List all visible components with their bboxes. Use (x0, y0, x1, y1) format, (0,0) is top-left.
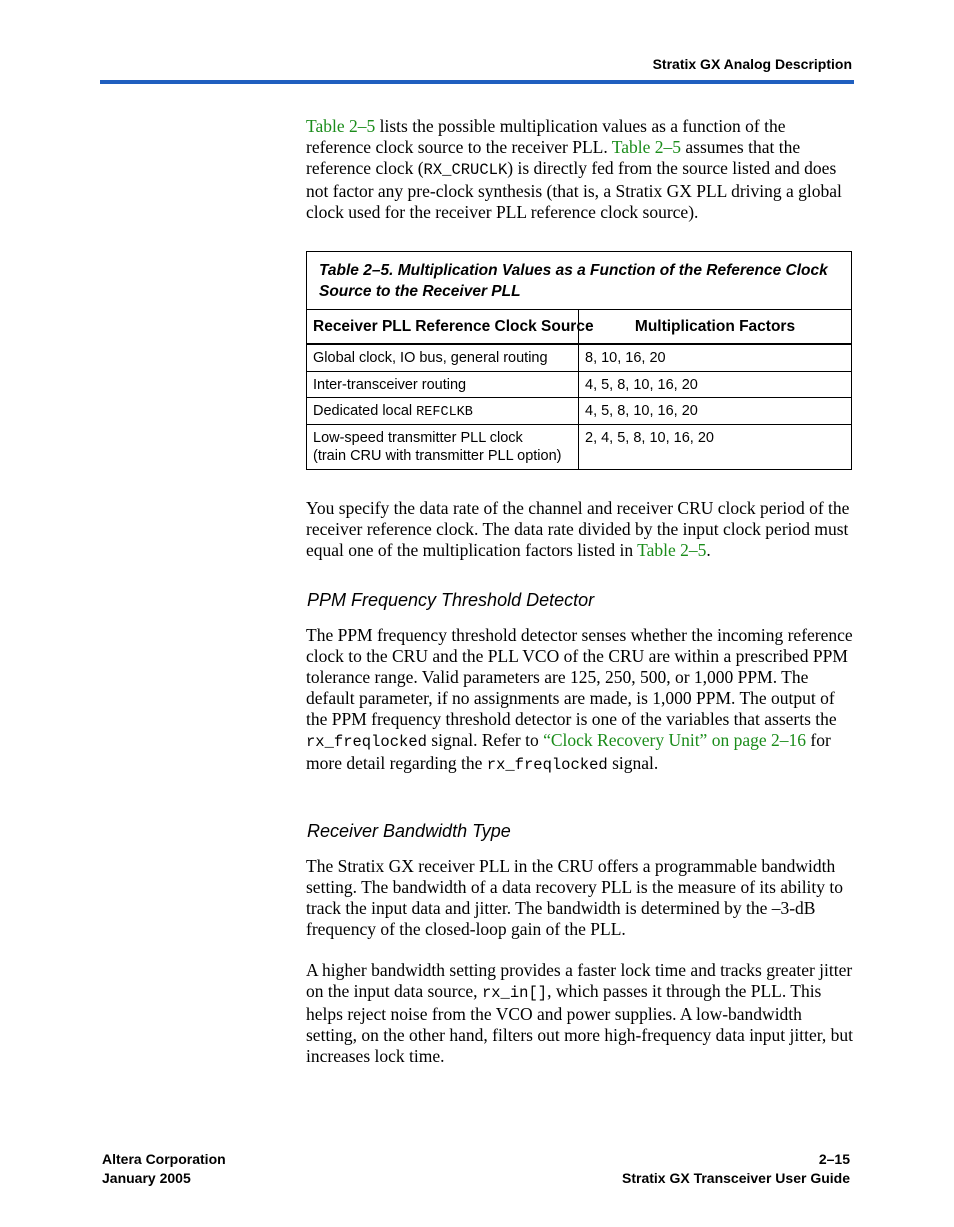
code-rx-freqlocked: rx_freqlocked (306, 733, 427, 751)
table-row (307, 398, 851, 425)
ppm-text-4: signal. (607, 753, 659, 773)
ppm-text-1: The PPM frequency threshold detector senses whether the incoming reference clock to the CRU and the PLL VCO of the CRU are within a prescribed PPM tolerance range. Valid parameters are 125, 250, 500, or 1,000 PPM. The default parameter, if no assignments are made, is 1,000 PPM. The output of the PPM frequency threshold detector is one of the variables that asserts the (306, 625, 853, 729)
intro-text-1: lists the possible multiplication values as a function of the reference clock source to the receiver PLL. (306, 116, 786, 157)
section-heading-bandwidth: Receiver Bandwidth Type (307, 821, 511, 841)
running-header-title: Stratix GX Analog Description (652, 56, 852, 72)
cell-source (307, 398, 579, 424)
footer-left (102, 1150, 226, 1188)
footer-date: January 2005 (102, 1170, 191, 1186)
column-header-factors: Multiplication Factors (634, 317, 796, 335)
intro-text-2: assumes that the reference clock ( (306, 137, 801, 178)
code-rx-in: rx_in[] (481, 984, 548, 1002)
cell-source (307, 425, 579, 469)
section-heading-ppm: PPM Frequency Threshold Detector (307, 590, 595, 610)
table-reference-link[interactable]: Table 2–5 (637, 540, 707, 560)
ppm-paragraph (306, 625, 854, 776)
data-rate-text: You specify the data rate of the channel and receiver CRU clock period of the receiver reference clock. The data rate divided by the input clock period must equal one of the multiplication factors listed in (306, 498, 850, 560)
table-reference-link[interactable]: Table 2–5 (611, 137, 682, 157)
cell-source-prefix: Dedicated local (313, 403, 417, 419)
code-rx-freqlocked: rx_freqlocked (486, 756, 608, 774)
table-reference-link[interactable]: Table 2–5 (306, 116, 376, 136)
header-rule (100, 80, 854, 84)
cell-factors: 4, 5, 8, 10, 16, 20 (585, 377, 698, 393)
multiplication-values-table (306, 251, 852, 470)
table-caption: Table 2–5. Multiplication Values as a Function of the Reference Clock Source to the Receiver PLL (307, 252, 851, 310)
footer-right (622, 1150, 850, 1188)
table-header-row (307, 310, 851, 345)
ppm-text-2: signal. Refer to (426, 730, 544, 750)
intro-text-3: ) is directly fed from the source listed and does not factor any pre-clock synthesis (that is, a Stratix GX PLL driving a global clock used for the receiver PLL reference clock source). (306, 158, 842, 222)
data-rate-paragraph (306, 498, 854, 561)
data-rate-text-end: . (706, 540, 711, 560)
ppm-text-3: for more detail regarding the (306, 730, 831, 773)
code-rx-cruclk: RX_CRUCLK (423, 161, 508, 179)
intro-paragraph (306, 116, 854, 223)
cell-source-line-2: (train CRU with transmitter PLL option) (313, 448, 562, 464)
bandwidth-text-2: , which passes it through the PLL. This helps reject noise from the VCO and power supplies. A low-bandwidth setting, on the other hand, filters out more high-frequency data input jitter, but increases lock time. (306, 981, 854, 1066)
footer-company: Altera Corporation (102, 1151, 226, 1167)
footer-page-number: 2–15 (818, 1151, 850, 1167)
cell-factors: 8, 10, 16, 20 (585, 350, 666, 366)
table-row (307, 345, 851, 372)
code-refclkb: REFCLKB (416, 405, 473, 420)
table-row (307, 425, 851, 469)
bandwidth-text-1: A higher bandwidth setting provides a faster lock time and tracks greater jitter on the input data source, (306, 960, 853, 1001)
bandwidth-paragraph-2 (306, 960, 854, 1067)
column-header-source: Receiver PLL Reference Clock Source (307, 310, 579, 343)
cell-source: Global clock, IO bus, general routing (307, 345, 579, 371)
clock-recovery-unit-link[interactable]: “Clock Recovery Unit” on page 2–16 (543, 730, 806, 750)
footer-doc-title: Stratix GX Transceiver User Guide (622, 1170, 850, 1186)
table-row (307, 372, 851, 398)
bandwidth-paragraph-1: The Stratix GX receiver PLL in the CRU offers a programmable bandwidth setting. The bandwidth of a data recovery PLL is the measure of its ability to track the input data and jitter. The bandwidth is determined by the –3-dB frequency of the closed-loop gain of the PLL. (306, 856, 844, 939)
cell-source: Inter-transceiver routing (307, 372, 579, 397)
cell-factors: 4, 5, 8, 10, 16, 20 (585, 403, 698, 419)
cell-source-line-1: Low-speed transmitter PLL clock (313, 430, 523, 446)
cell-factors: 2, 4, 5, 8, 10, 16, 20 (585, 430, 714, 446)
